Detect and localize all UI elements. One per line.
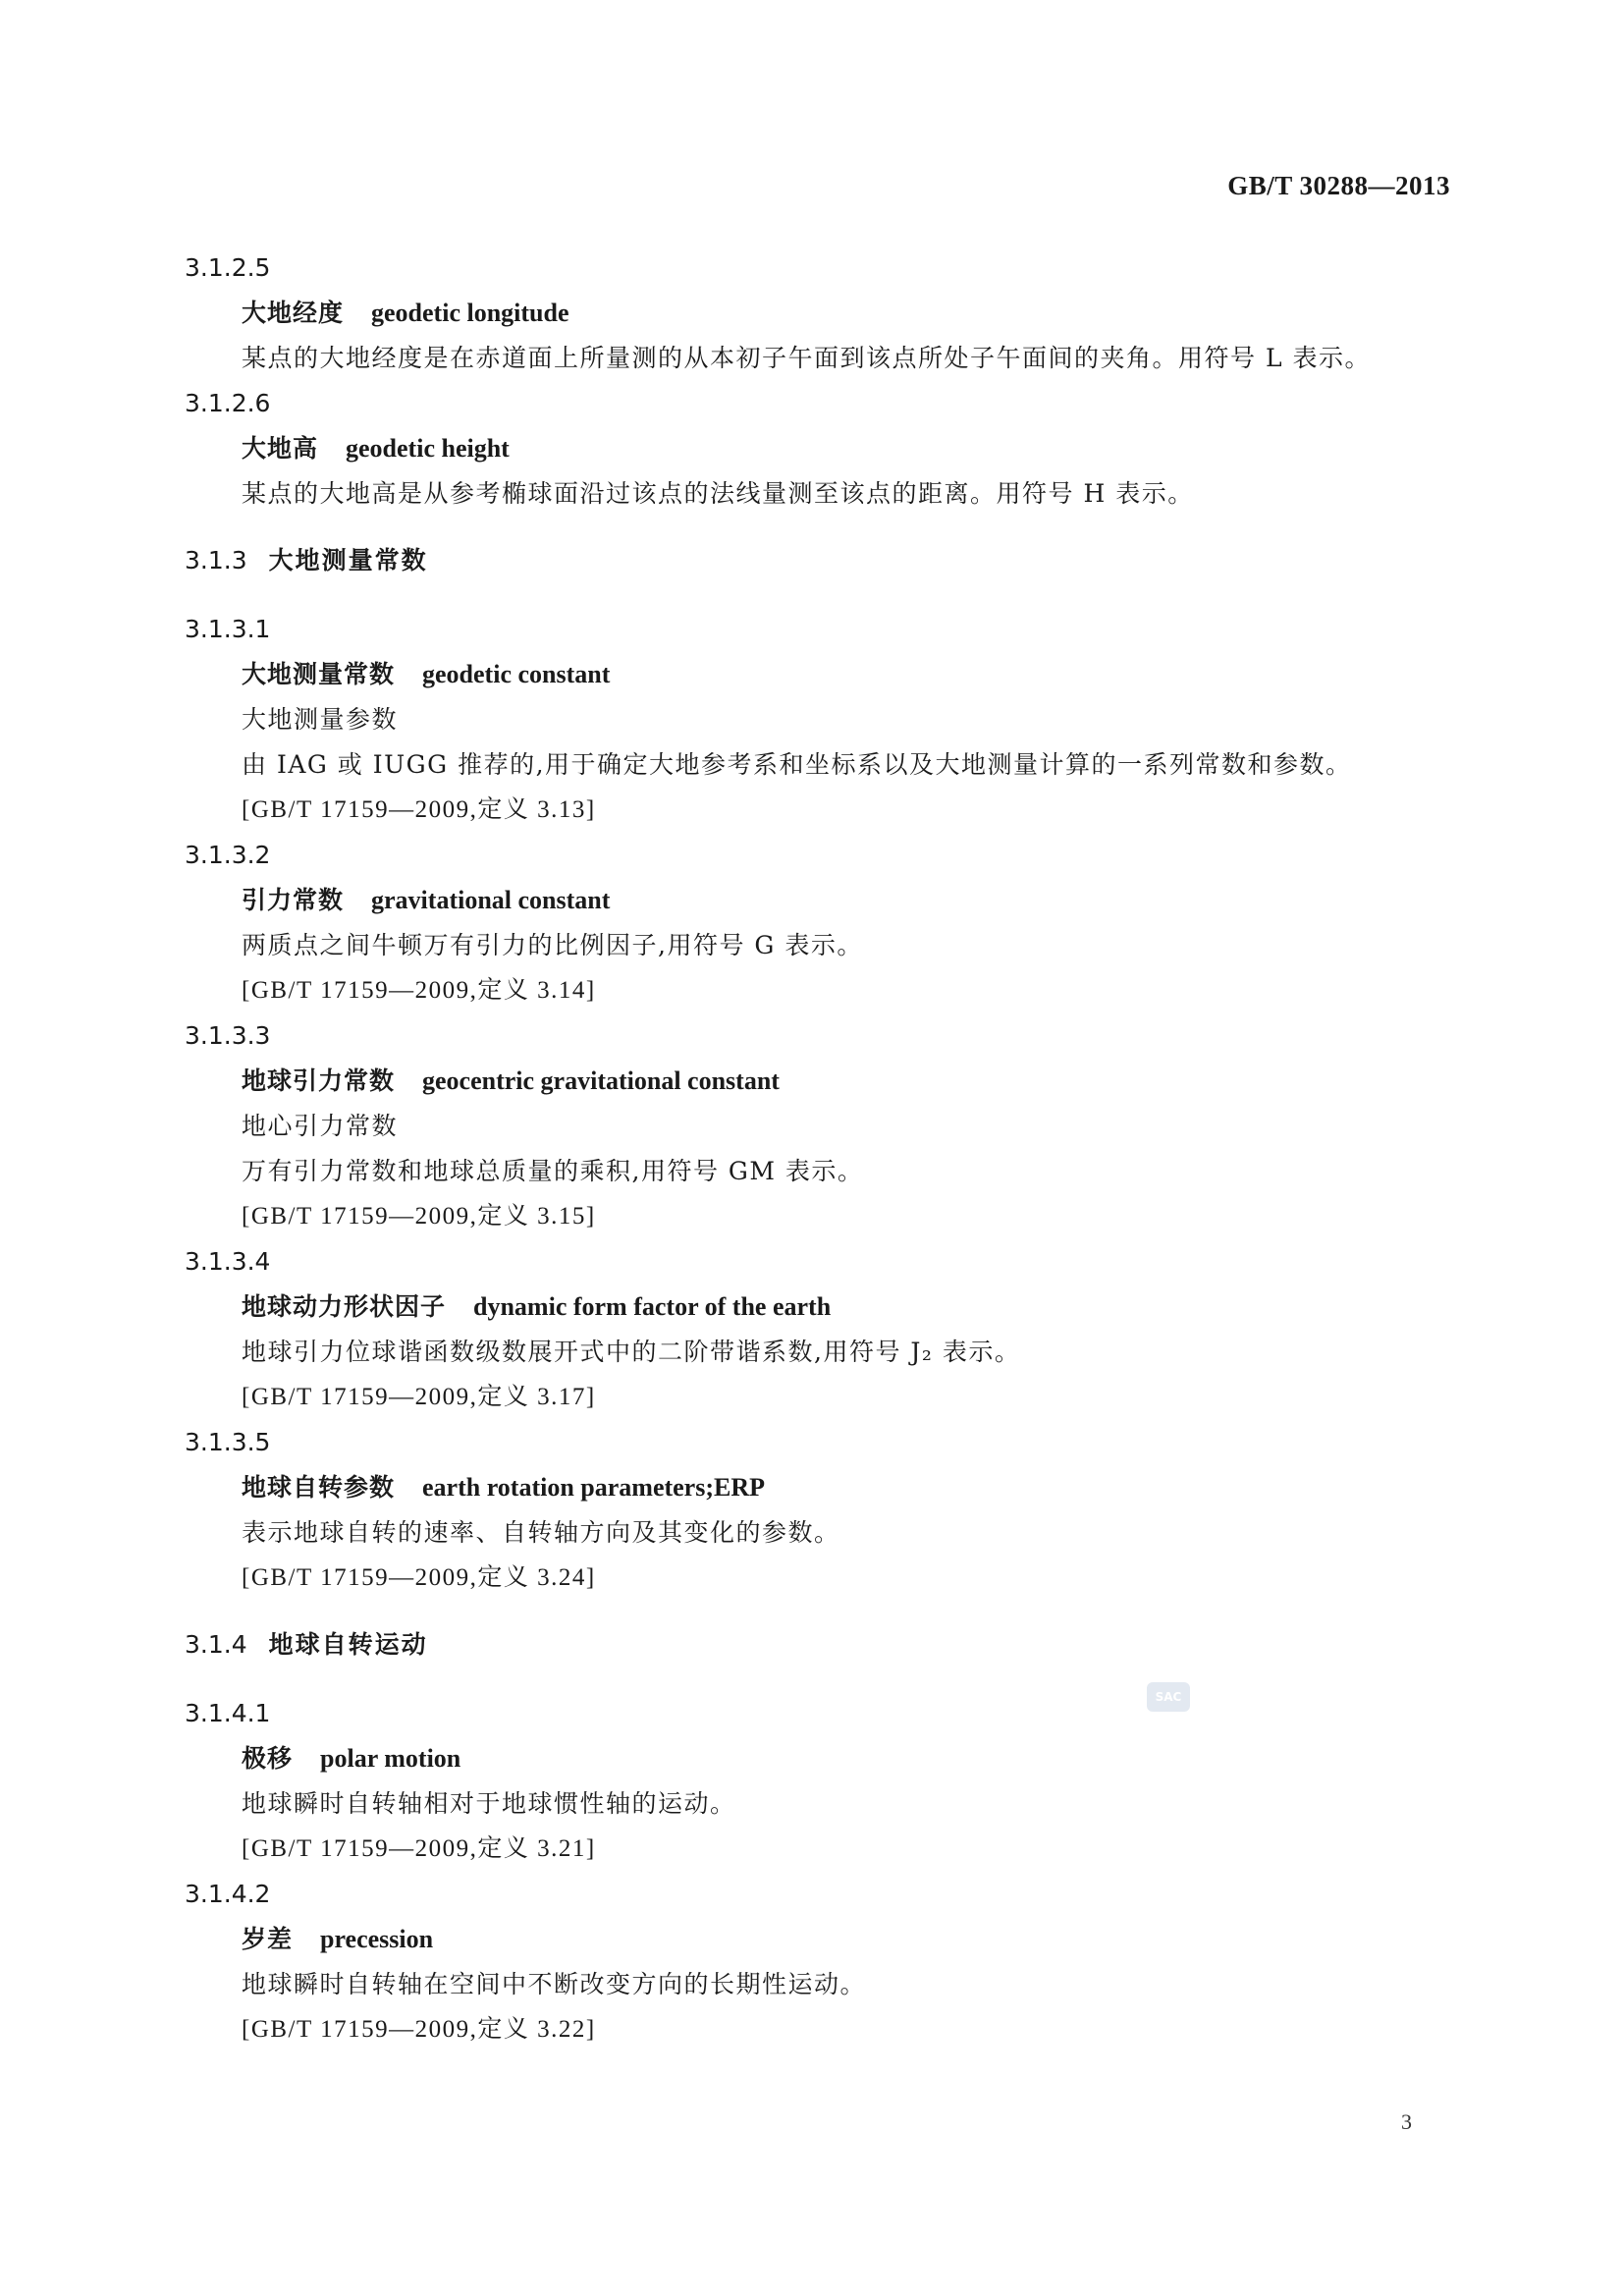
clause-number: 3.1.3.2 [185, 841, 271, 869]
term-definition: 万有引力常数和地球总质量的乘积,用符号 GM 表示。 [242, 1157, 864, 1185]
term-chinese: 大地测量常数 [242, 660, 396, 688]
term-synonym: 大地测量参数 [242, 705, 399, 734]
term-entry [185, 1239, 1451, 1420]
section-number: 3.1.4 [185, 1630, 247, 1659]
term-entry [185, 607, 1451, 833]
document-code: GB/T 30288—2013 [1227, 171, 1450, 200]
section-number: 3.1.3 [185, 546, 247, 574]
section-title: 大地测量常数 [268, 546, 428, 574]
term-source: [GB/T 17159—2009,定义 3.15] [242, 1203, 596, 1230]
term-definition: 某点的大地经度是在赤道面上所量测的从本初子午面到该点所处子午面间的夹角。用符号 L 表示。 [242, 344, 1371, 372]
term-chinese: 大地经度 [242, 299, 345, 327]
term-entry [185, 833, 1451, 1013]
term-synonym: 地心引力常数 [242, 1112, 399, 1140]
clause-number: 3.1.4.2 [185, 1880, 271, 1908]
term-english: gravitational constant [371, 886, 611, 914]
term-chinese: 引力常数 [242, 886, 345, 914]
clause-number: 3.1.3.3 [185, 1021, 271, 1050]
term-source: [GB/T 17159—2009,定义 3.17] [242, 1384, 596, 1410]
term-english: geocentric gravitational constant [422, 1066, 780, 1095]
term-english: precession [320, 1925, 434, 1953]
term-chinese: 地球引力常数 [242, 1066, 396, 1095]
term-definition: 表示地球自转的速率、自转轴方向及其变化的参数。 [242, 1518, 840, 1547]
term-definition: 地球引力位球谐函数级数展开式中的二阶带谐系数,用符号 J₂ 表示。 [242, 1338, 1021, 1366]
clause-number: 3.1.3.4 [185, 1247, 271, 1276]
clause-number: 3.1.2.5 [185, 253, 271, 282]
term-definition: 某点的大地高是从参考椭球面沿过该点的法线量测至该点的距离。用符号 H 表示。 [242, 479, 1194, 508]
term-source: [GB/T 17159—2009,定义 3.22] [242, 2016, 596, 2043]
clause-number: 3.1.2.6 [185, 389, 271, 417]
term-line [185, 878, 1451, 923]
term-definition: 由 IAG 或 IUGG 推荐的,用于确定大地参考系和坐标系以及大地测量计算的一系列常数和参数。 [242, 750, 1352, 779]
watermark-text: SAC [1155, 1690, 1182, 1704]
term-english: geodetic height [346, 434, 510, 463]
term-line [185, 291, 1451, 336]
term-source: [GB/T 17159—2009,定义 3.24] [242, 1564, 596, 1591]
term-entry [185, 1013, 1451, 1239]
term-line [185, 1285, 1451, 1330]
term-source: [GB/T 17159—2009,定义 3.14] [242, 977, 596, 1004]
term-definition: 地球瞬时自转轴相对于地球惯性轴的运动。 [242, 1789, 736, 1818]
term-english: earth rotation parameters;ERP [422, 1473, 765, 1502]
term-line [185, 426, 1451, 471]
term-english: geodetic longitude [371, 299, 569, 327]
term-definition: 地球瞬时自转轴在空间中不断改变方向的长期性运动。 [242, 1970, 867, 1998]
term-entry [185, 1420, 1451, 1601]
term-english: geodetic constant [422, 660, 611, 688]
clause-number: 3.1.4.1 [185, 1699, 271, 1727]
term-chinese: 大地高 [242, 434, 319, 463]
terms-content [185, 246, 1451, 2052]
term-chinese: 地球动力形状因子 [242, 1292, 447, 1321]
section-title: 地球自转运动 [268, 1630, 428, 1659]
term-chinese: 极移 [242, 1744, 294, 1773]
term-source: [GB/T 17159—2009,定义 3.21] [242, 1835, 596, 1862]
term-line [185, 1736, 1451, 1781]
term-entry [185, 1872, 1451, 2052]
sac-watermark-logo [1147, 1682, 1190, 1712]
term-entry [185, 381, 1451, 517]
term-source: [GB/T 17159—2009,定义 3.13] [242, 796, 596, 823]
section-heading [185, 538, 1451, 583]
term-line [185, 1059, 1451, 1104]
term-english: dynamic form factor of the earth [473, 1292, 832, 1321]
term-chinese: 岁差 [242, 1925, 294, 1953]
term-chinese: 地球自转参数 [242, 1473, 396, 1502]
term-line [185, 1917, 1451, 1962]
term-definition: 两质点之间牛顿万有引力的比例因子,用符号 G 表示。 [242, 931, 863, 959]
term-entry [185, 1691, 1451, 1872]
clause-number: 3.1.3.5 [185, 1428, 271, 1456]
page-number: 3 [1401, 2109, 1412, 2134]
term-line [185, 1465, 1451, 1510]
term-line [185, 652, 1451, 697]
term-english: polar motion [320, 1744, 461, 1773]
term-entry [185, 246, 1451, 381]
section-heading [185, 1622, 1451, 1667]
clause-number: 3.1.3.1 [185, 615, 271, 643]
